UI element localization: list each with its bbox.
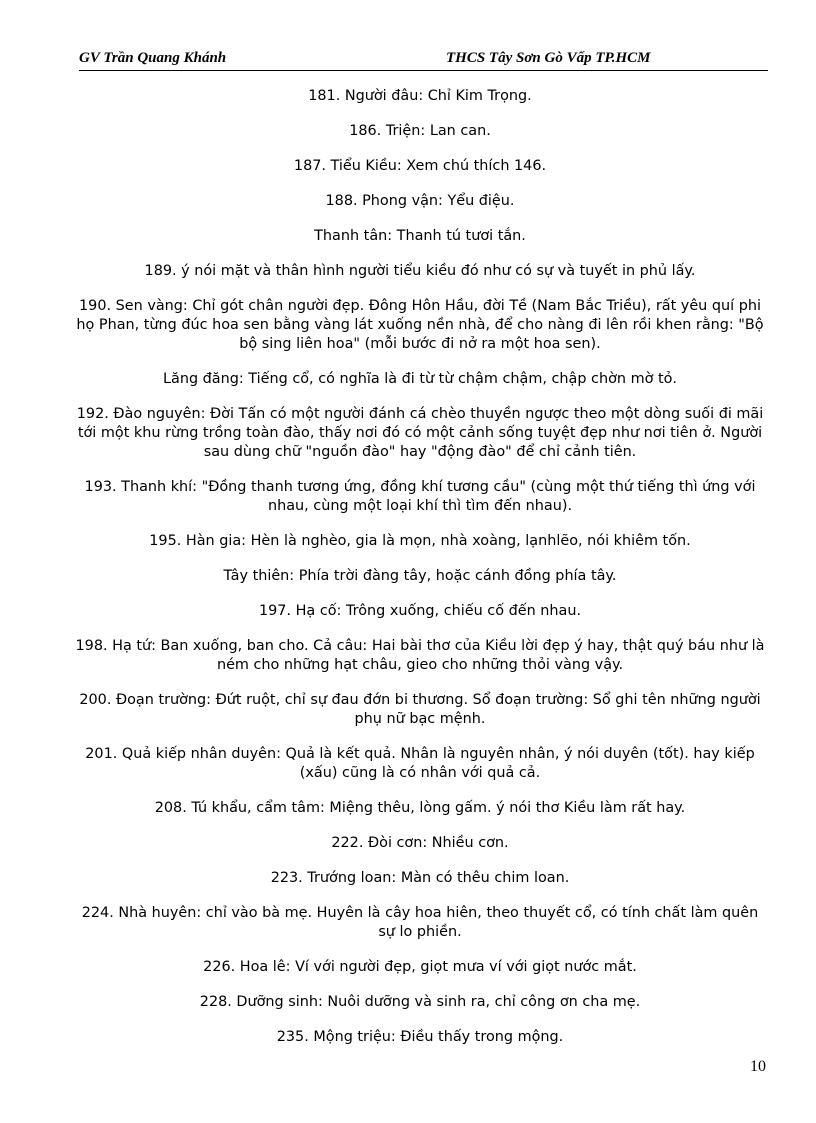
- annotation-189: 189. ý nói mặt và thân hình người tiểu kiều đó như có sự và tuyết in phủ lấy.: [144, 263, 696, 279]
- header-author: GV Trần Quang Khánh: [79, 50, 227, 66]
- annotation-222: 222. Đòi cơn: Nhiều cơn.: [331, 835, 509, 851]
- annotation-list: [72, 87, 768, 1063]
- annotation-188b: Thanh tân: Thanh tú tươi tắn.: [314, 228, 526, 244]
- annotation-193: 193. Thanh khí: "Đồng thanh tương ứng, đồng khí tương cầu" (cùng một thứ tiếng thì ứng với nhau, cùng một loại khí thì tìm đến nhau).: [84, 479, 756, 514]
- annotation-197: 197. Hạ cố: Trông xuống, chiếu cố đến nhau.: [258, 603, 582, 619]
- annotation-192: 192. Đào nguyên: Đời Tấn có một người đánh cá chèo thuyền ngược theo một dòng suối đi mãi tới một khu rừng trồng toàn đào, thấy nơi đó có một cảnh sống tuyệt đẹp như nơi tiên ở. Người sau dùng chữ "nguồn đào" hay "động đào" để chỉ cảnh tiên.: [76, 406, 764, 460]
- header-school: THCS Tây Sơn Gò Vấp TP.HCM: [446, 50, 651, 66]
- annotation-181: 181. Người đâu: Chỉ Kim Trọng.: [308, 88, 532, 104]
- annotation-198: 198. Hạ tứ: Ban xuống, ban cho. Cả câu: Hai bài thơ của Kiều lời đẹp ý hay, thật quý báu như là ném cho những hạt châu, gieo cho những thỏi vàng vậy.: [75, 638, 765, 673]
- annotation-201: 201. Quả kiếp nhân duyên: Quả là kết quả. Nhân là nguyên nhân, ý nói duyên (tốt). hay kiếp (xấu) cũng là có nhân với quả cả.: [85, 746, 755, 781]
- annotation-187: 187. Tiểu Kiều: Xem chú thích 146.: [293, 158, 547, 174]
- annotation-200: 200. Đoạn trường: Đứt ruột, chỉ sự đau đớn bi thương. Sổ đoạn trường: Sổ ghi tên những người phụ nữ bạc mệnh.: [79, 692, 761, 727]
- annotation-235: 235. Mộng triệu: Điều thấy trong mộng.: [276, 1029, 564, 1045]
- annotation-208: 208. Tú khẩu, cẩm tâm: Miệng thêu, lòng gấm. ý nói thơ Kiều làm rất hay.: [154, 800, 686, 816]
- annotation-188: 188. Phong vận: Yểu điệu.: [325, 193, 515, 209]
- annotation-186: 186. Triện: Lan can.: [349, 123, 491, 139]
- page-header: [79, 50, 768, 71]
- annotation-228: 228. Dưỡng sinh: Nuôi dưỡng và sinh ra, chỉ công ơn cha mẹ.: [199, 994, 641, 1010]
- annotation-190: 190. Sen vàng: Chỉ gót chân người đẹp. Đông Hôn Hầu, đời Tề (Nam Bắc Triều), rất yêu quí phi họ Phan, từng đúc hoa sen bằng vàng lát xuống nền nhà, để cho nàng đi lên rồi khen rằng: "Bộ bộ sing liên hoa" (mỗi bước đi nở ra một hoa sen).: [76, 298, 764, 352]
- annotation-195: 195. Hàn gia: Hèn là nghèo, gia là mọn, nhà xoàng, lạnhlẽo, nói khiêm tốn.: [149, 533, 691, 549]
- annotation-195b: Tây thiên: Phía trời đàng tây, hoặc cánh đồng phía tây.: [223, 568, 617, 584]
- annotation-223: 223. Trướng loan: Màn có thêu chim loan.: [270, 870, 570, 886]
- annotation-190b: Lăng đăng: Tiếng cổ, có nghĩa là đi từ từ chậm chậm, chập chờn mờ tỏ.: [163, 371, 677, 387]
- page-number: 10: [750, 1058, 766, 1075]
- annotation-224: 224. Nhà huyên: chỉ vào bà mẹ. Huyên là cây hoa hiên, theo thuyết cổ, có tính chất làm quên sự lo phiền.: [81, 905, 759, 940]
- annotation-226: 226. Hoa lê: Ví với người đẹp, giọt mưa ví với giọt nước mắt.: [203, 959, 637, 975]
